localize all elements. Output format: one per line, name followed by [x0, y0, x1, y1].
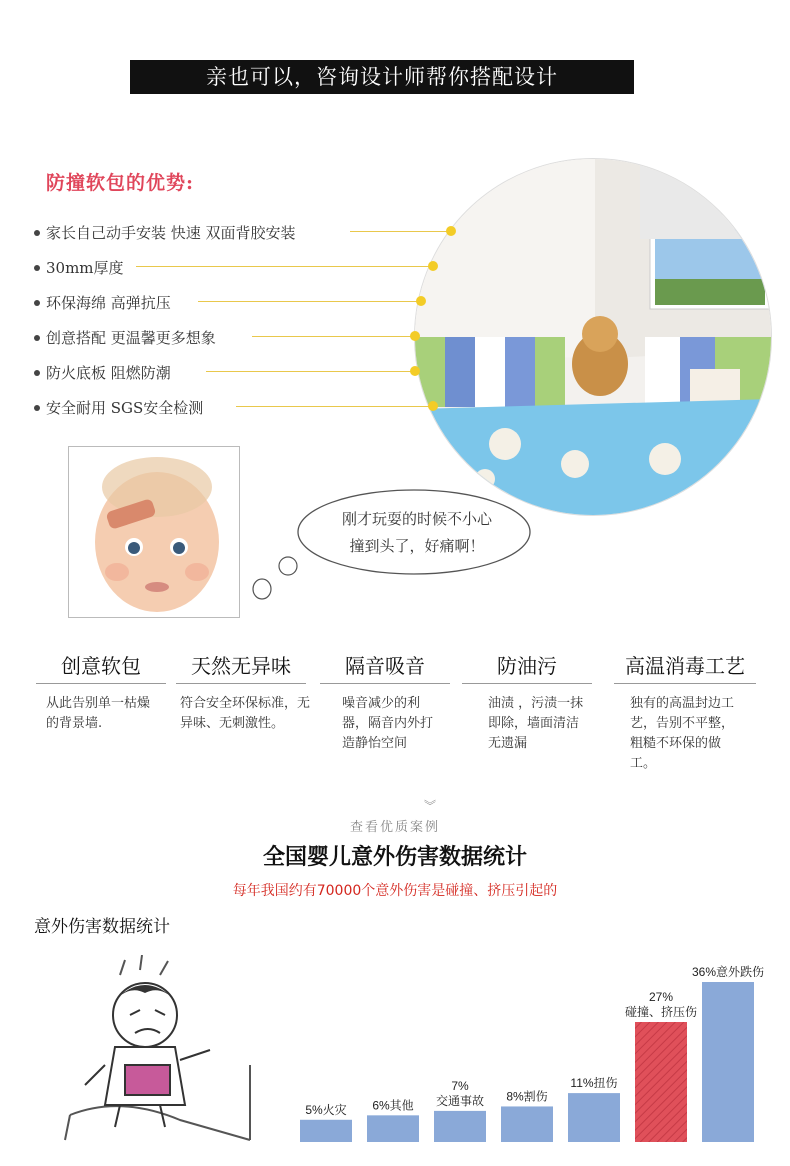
- bar: [568, 1093, 620, 1142]
- crying-kid-illustration: [60, 955, 260, 1145]
- leader-dot-icon: [416, 296, 426, 306]
- feature-column: [320, 650, 450, 754]
- bullet-icon: [34, 370, 40, 376]
- leader-dot-icon: [410, 331, 420, 341]
- feature-title: 防油污: [462, 650, 592, 684]
- statistics-subtitle: 每年我国约有70000个意外伤害是碰撞、挤压引起的: [232, 883, 558, 899]
- crying-baby-photo: [68, 446, 240, 618]
- speech-bubble-dot: [276, 554, 300, 578]
- bar-label: 6%其他: [372, 1098, 414, 1113]
- chevron-down-icon[interactable]: ︾: [424, 799, 437, 813]
- bar: [300, 1120, 352, 1142]
- leader-line: [236, 406, 432, 407]
- feature-column: [176, 650, 311, 734]
- leader-dot-icon: [410, 366, 420, 376]
- leader-line: [206, 371, 414, 372]
- leader-dot-icon: [428, 261, 438, 271]
- advantage-item: 家长自己动手安装 快速 双面背胶安装: [34, 222, 296, 243]
- advantage-item: 安全耐用 SGS安全检测: [34, 397, 203, 418]
- speech-text: 刚才玩耍的时候不小心 撞到头了，好痛啊！: [341, 510, 492, 555]
- advantage-item: 创意搭配 更温馨更多想象: [34, 327, 216, 348]
- feature-title: 高温消毒工艺: [614, 650, 756, 684]
- statistics-title: 全国婴儿意外伤害数据统计: [262, 845, 527, 870]
- top-banner: 亲也可以，咨询设计师帮你搭配设计: [130, 60, 634, 94]
- injury-bar-chart: [280, 950, 780, 1150]
- bar: [434, 1111, 486, 1142]
- bar-label: 11%扭伤: [570, 1076, 618, 1091]
- bullet-icon: [34, 405, 40, 411]
- feature-column: [614, 650, 756, 774]
- bullet-icon: [34, 265, 40, 271]
- bar-label: 8%割伤: [506, 1089, 548, 1104]
- feature-title: 隔音吸音: [320, 650, 450, 684]
- feature-column: [36, 650, 166, 734]
- bar: [501, 1106, 553, 1142]
- room-photo: [414, 158, 772, 516]
- leader-line: [350, 231, 450, 232]
- leader-line: [198, 301, 420, 302]
- feature-desc: 噪音减少的利器，隔音内外打造静怡空间: [342, 696, 434, 751]
- statistics-label: 意外伤害数据统计: [34, 917, 170, 937]
- feature-desc: 油渍 ，污渍一抹即除，墙面清洁无遗漏: [488, 696, 584, 751]
- view-cases-link[interactable]: 查看优质案例: [349, 820, 440, 835]
- feature-column: [462, 650, 592, 754]
- leader-line: [136, 266, 432, 267]
- advantage-item: 30mm厚度: [34, 257, 124, 278]
- bar-label: 5%火灾: [305, 1102, 347, 1117]
- bar: [702, 982, 754, 1142]
- bullet-icon: [34, 230, 40, 236]
- feature-title: 天然无异味: [176, 650, 306, 684]
- feature-desc: 独有的高温封边工艺，告别不平整，粗糙不环保的做工。: [630, 696, 735, 771]
- bar: [367, 1115, 419, 1142]
- leader-line: [252, 336, 414, 337]
- bar-label: 碰撞、挤压伤: [624, 1005, 698, 1019]
- leader-dot-icon: [446, 226, 456, 236]
- bullet-icon: [34, 300, 40, 306]
- bar-label: 27%: [648, 990, 674, 1004]
- feature-desc: 从此告别单一枯燥的背景墙.: [46, 696, 151, 731]
- feature-title: 创意软包: [36, 650, 166, 684]
- bar: [635, 1022, 687, 1142]
- leader-dot-icon: [428, 401, 438, 411]
- speech-bubble-dot: [250, 576, 274, 602]
- bullet-icon: [34, 335, 40, 341]
- advantages-title: 防撞软包的优势:: [46, 172, 195, 194]
- advantage-item: 防火底板 阻燃防潮: [34, 362, 171, 383]
- bar-label: 交通事故: [435, 1093, 485, 1108]
- bar-label: 7%: [451, 1078, 469, 1093]
- advantage-item: 环保海绵 高弹抗压: [34, 292, 171, 313]
- bar-label: 36%意外跌伤: [691, 965, 765, 979]
- feature-desc: 符合安全环保标准，无异味、无刺激性。: [180, 696, 311, 731]
